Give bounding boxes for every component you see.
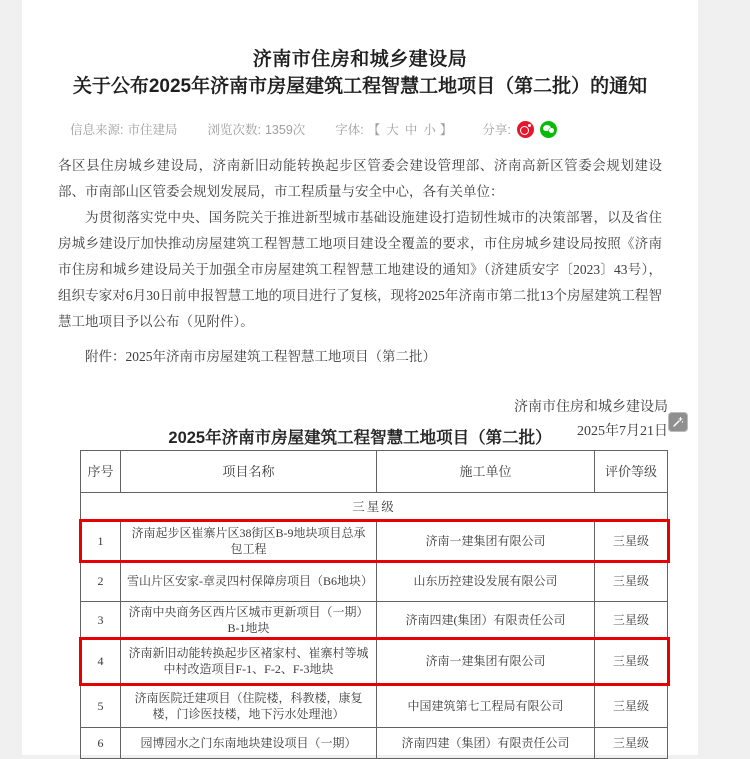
main-paragraph: 为贯彻落实党中央、国务院关于推进新型城市基础设施建设打造韧性城市的决策部署，以及省住房城乡建设厅加快推动房屋建筑工程智慧工地项目建设全覆盖的要求，市住房城乡建设局按照《济南市住房和城乡建设局关于加强全市房屋建筑工程智慧工地建设的通知》（济建质安字〔2023〕43号），组织专家对6月30日前申报智慧工地的项目进行了复核，现将2025年济南市第二批13个房屋建筑工程智慧工地项目予以公布（见附件）。 (58, 210, 662, 329)
meta-font-label: 字体: (335, 123, 364, 137)
header-project-name: 项目名称 (121, 451, 377, 493)
meta-share (482, 120, 556, 138)
category-cell: 三星级 (81, 493, 668, 521)
share-label: 分享: (482, 123, 511, 137)
seq-cell: 1 (81, 521, 121, 561)
page-subtitle: 关于公布2025年济南市房屋建筑工程智慧工地项目（第二批）的通知 (72, 76, 648, 97)
font-bracket-open: 【 (367, 123, 381, 137)
table-row (81, 602, 668, 639)
seq-cell: 4 (81, 639, 121, 684)
attachment-line: 附件：2025年济南市房屋建筑工程智慧工地项目（第二批） (85, 349, 436, 364)
builder-cell: 山东历控建设发展有限公司 (377, 561, 595, 602)
table-row (81, 521, 668, 561)
header-grade: 评价等级 (595, 451, 668, 493)
page-title: 济南市住房和城乡建设局 (252, 49, 468, 70)
builder-cell: 济南一建集团有限公司 (377, 639, 595, 684)
table-row (81, 639, 668, 684)
builder-cell: 济南四建(集团）有限责任公司 (377, 602, 595, 639)
grade-cell: 三星级 (595, 728, 668, 759)
issue-date: 2025年7月21日 (577, 424, 668, 439)
meta-row (70, 120, 698, 138)
project-name-cell: 济南中央商务区西片区城市更新项目（一期）B-1地块 (121, 602, 377, 639)
builder-cell: 济南一建集团有限公司 (377, 521, 595, 561)
grade-cell: 三星级 (595, 684, 668, 728)
builder-cell: 济南四建（集团）有限责任公司 (377, 728, 595, 759)
font-size-large-button[interactable]: 大 (386, 123, 399, 137)
project-name-cell: 济南起步区崔寨片区38街区B-9地块项目总承包工程 (121, 521, 377, 561)
seq-cell: 5 (81, 684, 121, 728)
meta-font-size (335, 120, 456, 138)
meta-source-label: 信息来源: (70, 123, 124, 137)
issuer-name: 济南市住房和城乡建设局 (514, 400, 668, 415)
document-body (58, 153, 662, 370)
grade-cell: 三星级 (595, 561, 668, 602)
weibo-share-icon[interactable] (517, 121, 534, 138)
attachment-table-body (81, 493, 668, 759)
meta-views (208, 120, 310, 138)
meta-views-label: 浏览次数: (207, 123, 261, 137)
table-row (81, 728, 668, 759)
table-header-row (81, 451, 668, 493)
salutation-paragraph: 各区县住房城乡建设局，济南新旧动能转换起步区管委会建设管理部、济南高新区管委会规划建设部、市南部山区管委会规划发展局，市工程质量与安全中心，各有关单位： (58, 158, 662, 199)
table-row (81, 684, 668, 728)
meta-source (70, 120, 182, 138)
builder-cell: 中国建筑第七工程局有限公司 (377, 684, 595, 728)
grade-cell: 三星级 (595, 602, 668, 639)
project-name-cell: 济南医院迁建项目（住院楼，科教楼，康复楼，门诊医技楼，地下污水处理池） (121, 684, 377, 728)
project-name-cell: 济南新旧动能转换起步区褚家村、崔寨村等城中村改造项目F-1、F-2、F-3地块 (121, 639, 377, 684)
seq-cell: 2 (81, 561, 121, 602)
header-seq: 序号 (81, 451, 121, 493)
table-category-row (81, 493, 668, 521)
attachment-table (80, 450, 668, 759)
grade-cell: 三星级 (595, 639, 668, 684)
font-size-small-button[interactable]: 小 (423, 123, 436, 137)
wechat-share-icon[interactable] (540, 121, 557, 138)
content-card (22, 0, 698, 755)
table-row (81, 561, 668, 602)
project-name-cell: 雪山片区安家-章灵四村保障房项目（B6地块） (121, 561, 377, 602)
meta-views-value: 1359次 (264, 123, 306, 137)
project-name-cell: 园博园水之门东南地块建设项目（一期） (121, 728, 377, 759)
seq-cell: 6 (81, 728, 121, 759)
font-bracket-close: 】 (439, 123, 453, 137)
meta-source-value: 市住建局 (127, 123, 178, 137)
grade-cell: 三星级 (595, 521, 668, 561)
header-builder: 施工单位 (377, 451, 595, 493)
font-size-medium-button[interactable]: 中 (404, 123, 418, 137)
attachment-table-title: 2025年济南市房屋建筑工程智慧工地项目（第二批） (168, 429, 552, 447)
seq-cell: 3 (81, 602, 121, 639)
